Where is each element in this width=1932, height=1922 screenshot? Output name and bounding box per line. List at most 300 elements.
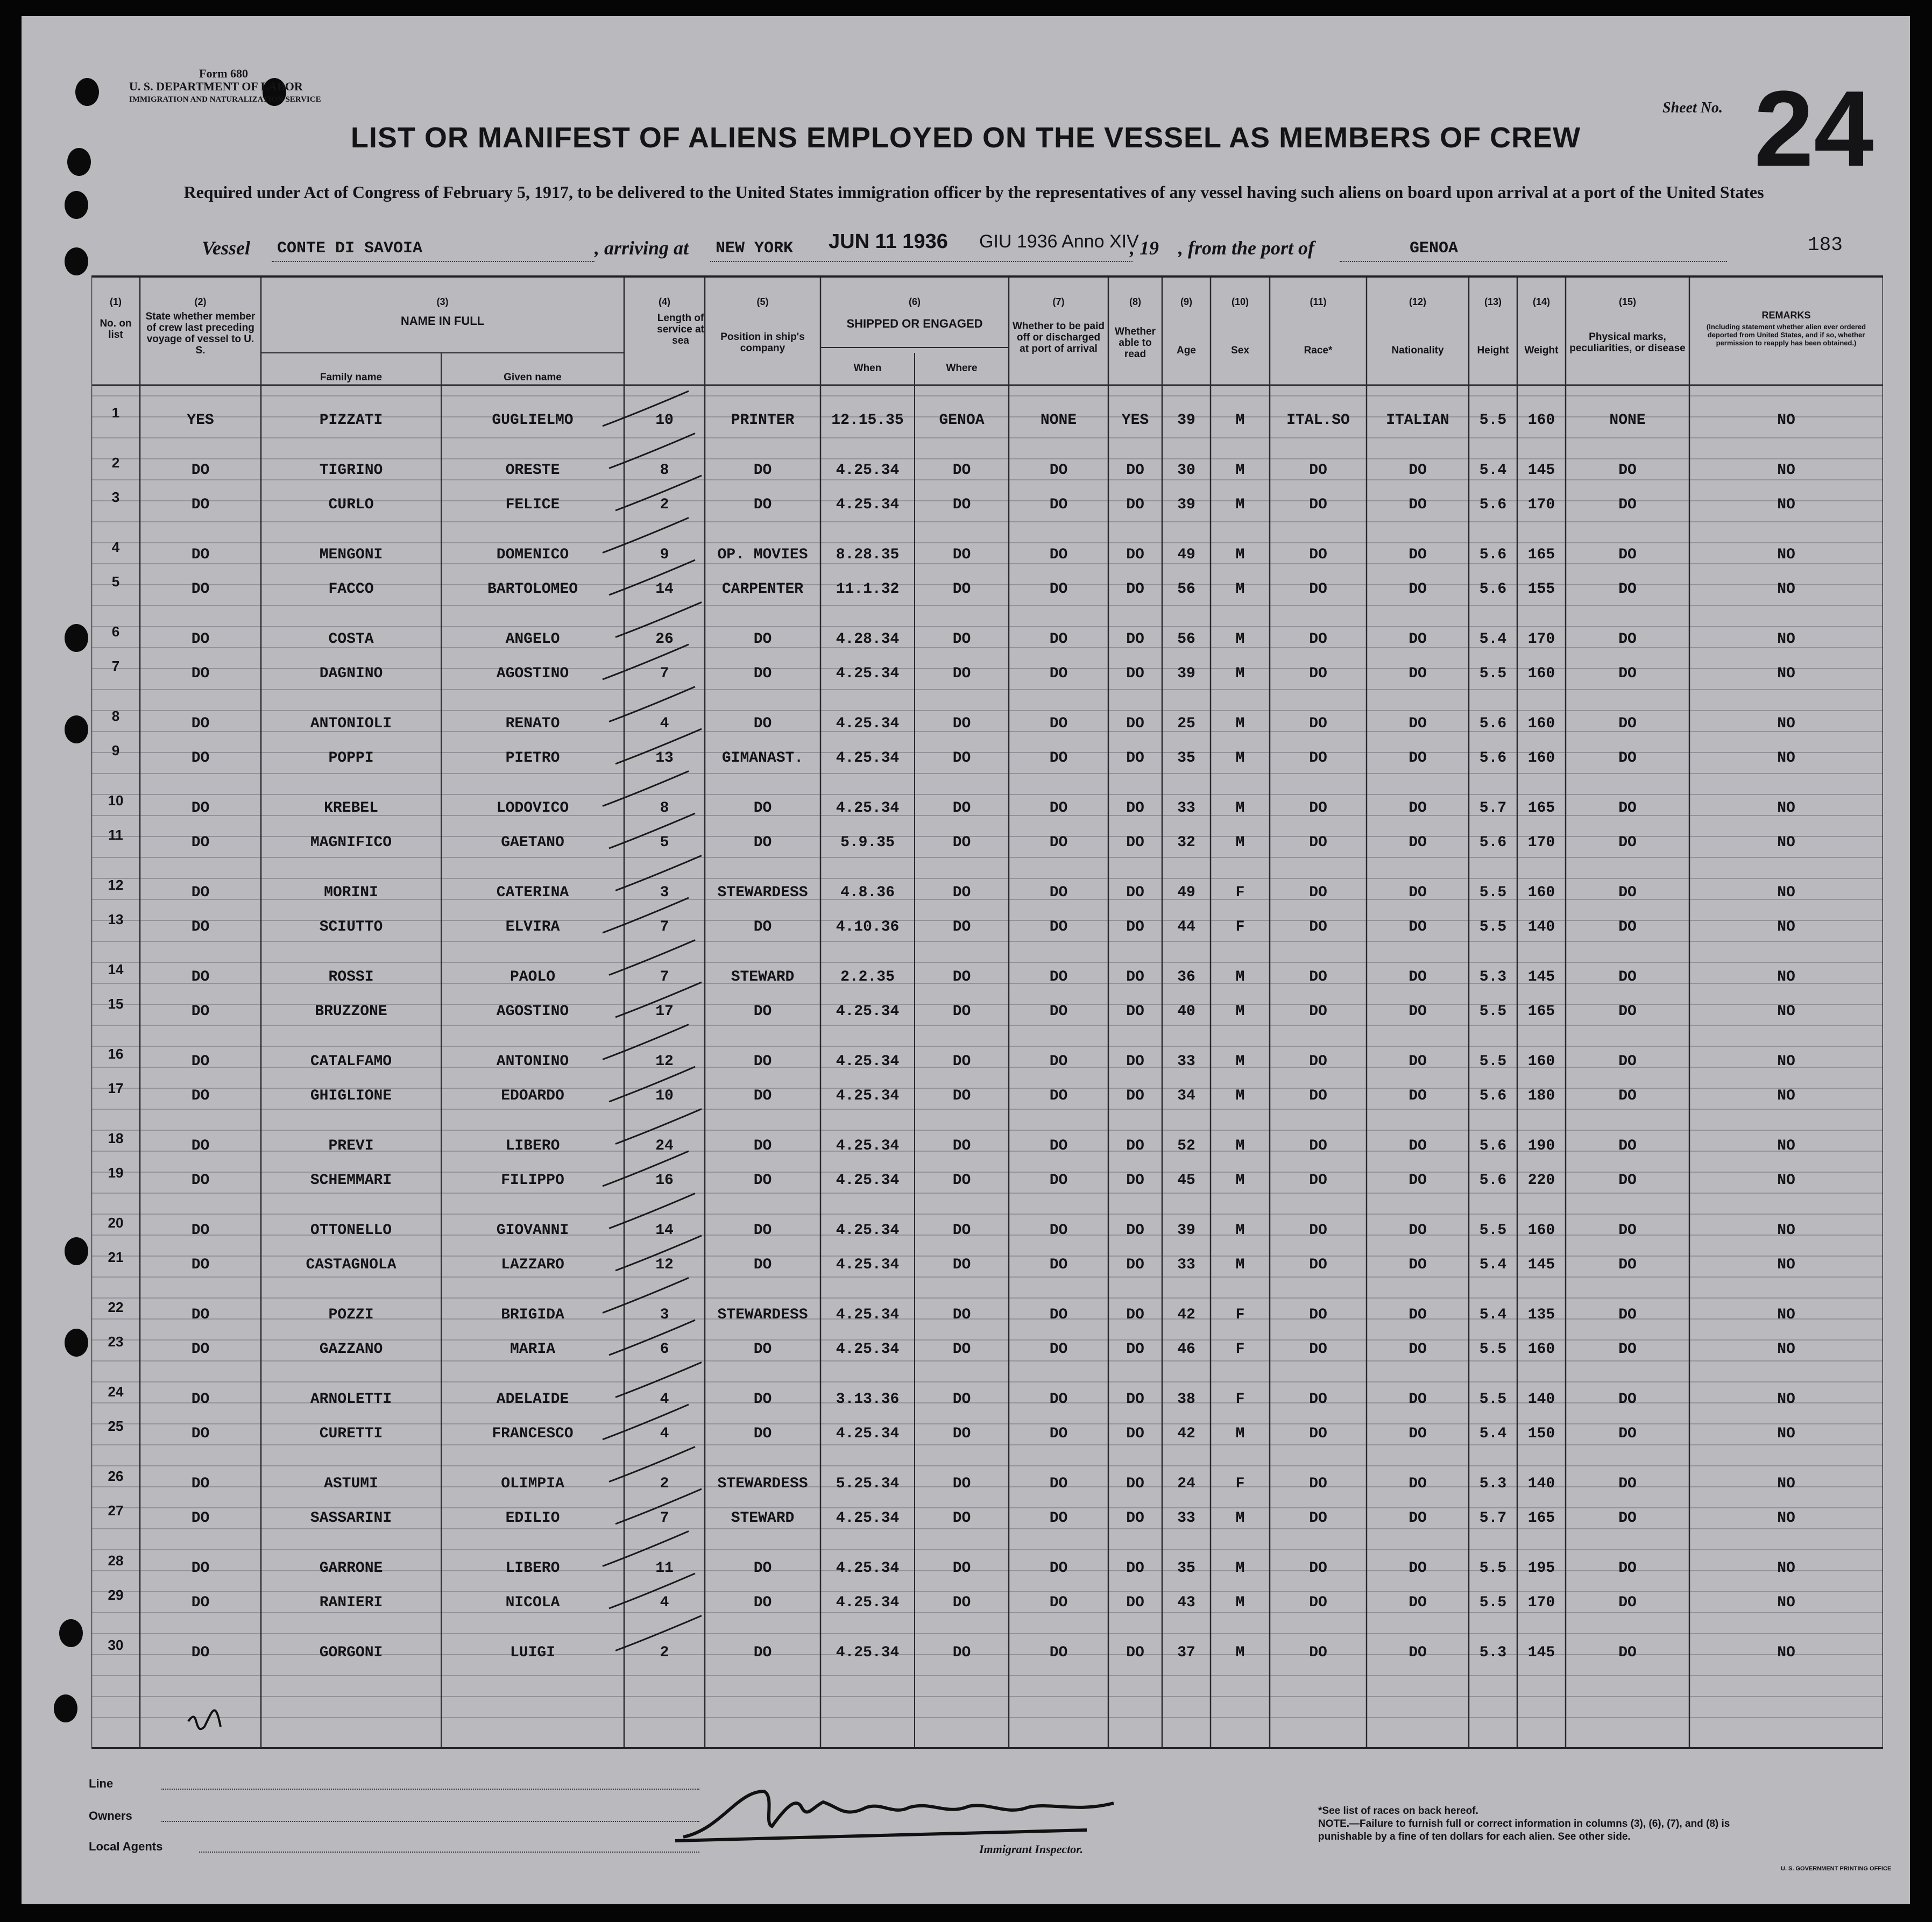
race-cell: DO — [1309, 546, 1327, 563]
nationality-cell: DO — [1409, 968, 1427, 985]
age-cell: 40 — [1177, 1003, 1195, 1020]
sheet-number: 24 — [1754, 69, 1874, 189]
physical-marks-cell: DO — [1618, 1559, 1637, 1577]
prior-voyage-cell: DO — [191, 1137, 210, 1154]
shipped-where-cell: DO — [952, 546, 971, 563]
given-name-cell: GIOVANNI — [496, 1222, 569, 1239]
given-name-cell: FRANCESCO — [492, 1425, 574, 1442]
position-cell: PRINTER — [731, 412, 795, 429]
prior-voyage-cell: DO — [191, 1341, 210, 1358]
nationality-cell: DO — [1409, 799, 1427, 817]
family-name-cell: DAGNINO — [319, 665, 383, 682]
header-shipped-or-engaged: SHIPPED OR ENGAGED — [846, 317, 983, 330]
sex-cell: M — [1235, 1053, 1245, 1070]
row-number: 21 — [108, 1249, 124, 1265]
age-cell: 38 — [1177, 1391, 1195, 1408]
shipped-where-cell: DO — [952, 1257, 971, 1273]
paid-off-cell: DO — [1049, 1306, 1068, 1323]
shipped-when-cell: 4.28.34 — [836, 630, 900, 648]
race-cell: DO — [1309, 630, 1327, 648]
given-name-cell: LODOVICO — [496, 799, 569, 817]
height-cell: 5.5 — [1479, 1594, 1507, 1611]
length-of-service-cell: 2 — [660, 497, 669, 513]
manifest-sheet — [22, 16, 1910, 1904]
height-cell: 5.4 — [1479, 1306, 1507, 1323]
position-cell: DO — [753, 1644, 772, 1661]
remarks-cell: NO — [1777, 630, 1795, 648]
shipped-where-cell: DO — [952, 1510, 971, 1527]
position-cell: DO — [753, 715, 772, 732]
remarks-cell: NO — [1777, 1559, 1795, 1577]
row-number: 25 — [108, 1418, 124, 1434]
length-of-service-cell: 7 — [660, 968, 669, 985]
requirement-text: Required under Act of Congress of February 5, 1917, to be delivered to the United States immigration officer by the representatives of any vessel having such aliens on board upon arrival at a port of the United States — [183, 182, 1764, 202]
shipped-when-cell: 4.10.36 — [836, 919, 900, 935]
header-where: Where — [946, 363, 978, 374]
family-name-cell: ARNOLETTI — [310, 1391, 392, 1408]
column-number: (15) — [1618, 296, 1636, 307]
prior-voyage-cell: DO — [191, 1088, 210, 1104]
able-to-read-cell: DO — [1126, 1257, 1144, 1273]
able-to-read-cell: DO — [1126, 1425, 1144, 1442]
race-cell: DO — [1309, 1306, 1327, 1323]
position-cell: DO — [753, 1003, 772, 1020]
column-number: (6) — [909, 296, 921, 307]
height-cell: 5.6 — [1479, 497, 1507, 513]
height-cell: 5.5 — [1479, 919, 1507, 935]
row-number: 8 — [111, 707, 120, 724]
shipped-where-cell: DO — [952, 1341, 971, 1358]
age-cell: 33 — [1177, 799, 1195, 817]
owners-label: Owners — [89, 1809, 132, 1822]
paid-off-cell: DO — [1049, 546, 1068, 563]
family-name-cell: CASTAGNOLA — [306, 1257, 397, 1273]
age-cell: 33 — [1177, 1257, 1195, 1273]
able-to-read-cell: DO — [1126, 1003, 1144, 1020]
position-cell: DO — [753, 665, 772, 682]
remarks-cell: NO — [1777, 834, 1795, 851]
family-name-cell: RANIERI — [319, 1594, 383, 1611]
family-name-cell: GORGONI — [319, 1644, 383, 1661]
position-cell: STEWARDESS — [717, 884, 808, 901]
able-to-read-cell: DO — [1126, 750, 1144, 767]
header-name-in-full: NAME IN FULL — [400, 314, 485, 328]
weight-cell: 160 — [1527, 665, 1555, 682]
race-cell: DO — [1309, 1257, 1327, 1273]
race-cell: DO — [1309, 1559, 1327, 1577]
position-cell: OP. MOVIES — [717, 546, 808, 563]
page-reference: 183 — [1808, 234, 1843, 256]
remarks-cell: NO — [1777, 919, 1795, 935]
header-physical-marks: Physical marks, peculiarities, or disease — [1569, 331, 1686, 354]
physical-marks-cell: DO — [1618, 1088, 1637, 1104]
prior-voyage-cell: DO — [191, 715, 210, 732]
physical-marks-cell: DO — [1618, 497, 1637, 513]
column-number: (7) — [1052, 296, 1065, 307]
header-weight: Weight — [1524, 345, 1559, 356]
shipped-when-cell: 4.25.34 — [836, 1644, 900, 1661]
sex-cell: M — [1235, 1137, 1245, 1154]
line-label: Line — [89, 1777, 114, 1790]
nationality-cell: DO — [1409, 750, 1427, 767]
physical-marks-cell: DO — [1618, 1053, 1637, 1070]
shipped-when-cell: 4.25.34 — [836, 750, 900, 767]
vessel-name: CONTE DI SAVOIA — [277, 239, 423, 258]
physical-marks-cell: DO — [1618, 1222, 1637, 1239]
shipped-when-cell: 4.25.34 — [836, 1003, 900, 1020]
family-name-cell: PIZZATI — [319, 412, 383, 429]
paid-off-cell: DO — [1049, 665, 1068, 682]
given-name-cell: FELICE — [505, 497, 560, 513]
prior-voyage-cell: DO — [191, 799, 210, 817]
weight-cell: 220 — [1527, 1172, 1555, 1189]
prior-voyage-cell: DO — [191, 1391, 210, 1408]
prior-voyage-cell: DO — [191, 968, 210, 985]
length-of-service-cell: 10 — [655, 1088, 674, 1104]
remarks-cell: NO — [1777, 750, 1795, 767]
remarks-cell: NO — [1777, 799, 1795, 817]
row-number: 13 — [108, 911, 124, 927]
age-cell: 39 — [1177, 412, 1195, 429]
crew-table — [91, 275, 1883, 1749]
header-race: Race* — [1304, 345, 1333, 356]
height-cell: 5.7 — [1479, 1510, 1507, 1527]
race-cell: DO — [1309, 1644, 1327, 1661]
sex-cell: M — [1235, 1594, 1245, 1611]
arrival-date-stamp: JUN 11 1936 — [829, 230, 948, 253]
shipped-where-cell: DO — [952, 462, 971, 479]
from-port: GENOA — [1410, 239, 1459, 258]
age-cell: 32 — [1177, 834, 1195, 851]
sex-cell: M — [1235, 750, 1245, 767]
height-cell: 5.4 — [1479, 1257, 1507, 1273]
given-name-cell: CATERINA — [496, 884, 569, 901]
form-number: Form 680 U. S. DEPARTMENT OF LABOR IMMIGRATION AND NATURALIZATION SERVICE — [129, 67, 321, 104]
length-of-service-cell: 8 — [660, 799, 669, 817]
family-name-cell: CURETTI — [319, 1425, 383, 1442]
paid-off-cell: DO — [1049, 1391, 1068, 1408]
able-to-read-cell: DO — [1126, 1137, 1144, 1154]
shipped-when-cell: 3.13.36 — [836, 1391, 900, 1408]
able-to-read-cell: DO — [1126, 1172, 1144, 1189]
height-cell: 5.3 — [1479, 1475, 1507, 1492]
race-cell: DO — [1309, 665, 1327, 682]
remarks-cell: NO — [1777, 1425, 1795, 1442]
physical-marks-cell: DO — [1618, 750, 1637, 767]
able-to-read-cell: DO — [1126, 1510, 1144, 1527]
paid-off-cell: DO — [1049, 1644, 1068, 1661]
row-number: 20 — [108, 1214, 124, 1231]
prior-voyage-cell: DO — [191, 1594, 210, 1611]
column-number: (8) — [1129, 296, 1141, 307]
remarks-cell: NO — [1777, 1003, 1795, 1020]
header-height: Height — [1477, 345, 1509, 356]
punch-hole — [65, 715, 88, 743]
shipped-where-cell: GENOA — [939, 412, 985, 429]
shipped-when-cell: 4.25.34 — [836, 1510, 900, 1527]
printer-imprint: U. S. GOVERNMENT PRINTING OFFICE — [1781, 1866, 1892, 1872]
prior-voyage-cell: DO — [191, 665, 210, 682]
paid-off-cell: DO — [1049, 1222, 1068, 1239]
row-number: 14 — [108, 961, 124, 977]
prior-voyage-cell: DO — [191, 1510, 210, 1527]
arriving-port: NEW YORK — [716, 239, 794, 258]
remarks-cell: NO — [1777, 497, 1795, 513]
shipped-where-cell: DO — [952, 665, 971, 682]
family-name-cell: MAGNIFICO — [310, 834, 392, 851]
sex-cell: M — [1235, 1559, 1245, 1577]
length-of-service-cell: 4 — [660, 1391, 669, 1408]
weight-cell: 160 — [1527, 1222, 1555, 1239]
family-name-cell: SCIUTTO — [319, 919, 383, 935]
length-of-service-cell: 7 — [660, 919, 669, 935]
length-of-service-cell: 2 — [660, 1475, 669, 1492]
row-number: 23 — [108, 1334, 124, 1350]
height-cell: 5.6 — [1479, 715, 1507, 732]
nationality-cell: DO — [1409, 1425, 1427, 1442]
race-cell: DO — [1309, 497, 1327, 513]
paid-off-cell: DO — [1049, 1053, 1068, 1070]
height-cell: 5.4 — [1479, 462, 1507, 479]
race-cell: DO — [1309, 1222, 1327, 1239]
sex-cell: F — [1235, 1391, 1245, 1408]
row-number: 29 — [108, 1587, 124, 1603]
position-cell: DO — [753, 1172, 772, 1189]
weight-cell: 140 — [1527, 1475, 1555, 1492]
nationality-cell: DO — [1409, 1172, 1427, 1189]
weight-cell: 165 — [1527, 546, 1555, 563]
given-name-cell: EDILIO — [505, 1510, 560, 1527]
age-cell: 37 — [1177, 1644, 1195, 1661]
punch-hole — [65, 624, 88, 652]
length-of-service-cell: 7 — [660, 1510, 669, 1527]
race-cell: DO — [1309, 1510, 1327, 1527]
remarks-cell: NO — [1777, 665, 1795, 682]
physical-marks-cell: DO — [1618, 665, 1637, 682]
remarks-cell: NO — [1777, 1341, 1795, 1358]
able-to-read-cell: DO — [1126, 1306, 1144, 1323]
paid-off-cell: DO — [1049, 919, 1068, 935]
sex-cell: M — [1235, 581, 1245, 598]
given-name-cell: LUIGI — [509, 1644, 555, 1661]
position-cell: STEWARDESS — [717, 1475, 808, 1492]
age-cell: 56 — [1177, 581, 1195, 598]
weight-cell: 170 — [1527, 834, 1555, 851]
length-of-service-cell: 4 — [660, 1425, 669, 1442]
weight-cell: 150 — [1527, 1425, 1555, 1442]
weight-cell: 190 — [1527, 1137, 1555, 1154]
year-label: , 19 — [1130, 237, 1159, 259]
prior-voyage-cell: DO — [191, 497, 210, 513]
age-cell: 49 — [1177, 546, 1195, 563]
paid-off-cell: DO — [1049, 1003, 1068, 1020]
given-name-cell: NICOLA — [505, 1594, 560, 1611]
nationality-cell: DO — [1409, 1475, 1427, 1492]
sex-cell: M — [1235, 1222, 1245, 1239]
weight-cell: 140 — [1527, 919, 1555, 935]
paid-off-cell: DO — [1049, 1088, 1068, 1104]
able-to-read-cell: DO — [1126, 1391, 1144, 1408]
paid-off-cell: DO — [1049, 884, 1068, 901]
shipped-where-cell: DO — [952, 1053, 971, 1070]
remarks-cell: NO — [1777, 968, 1795, 985]
race-cell: DO — [1309, 462, 1327, 479]
row-number: 17 — [108, 1080, 124, 1096]
header-no-on-list: No. on list — [100, 318, 132, 341]
age-cell: 35 — [1177, 1559, 1195, 1577]
given-name-cell: ADELAIDE — [496, 1391, 569, 1408]
paid-off-cell: DO — [1049, 834, 1068, 851]
nationality-cell: DO — [1409, 1053, 1427, 1070]
shipped-where-cell: DO — [952, 581, 971, 598]
height-cell: 5.6 — [1479, 750, 1507, 767]
physical-marks-cell: DO — [1618, 1475, 1637, 1492]
physical-marks-cell: DO — [1618, 1341, 1637, 1358]
row-number: 1 — [111, 405, 120, 421]
prior-voyage-cell: DO — [191, 1644, 210, 1661]
given-name-cell: FILIPPO — [501, 1172, 564, 1189]
prior-voyage-cell: DO — [191, 1306, 210, 1323]
prior-voyage-cell: DO — [191, 1172, 210, 1189]
race-cell: DO — [1309, 1425, 1327, 1442]
paid-off-cell: DO — [1049, 1257, 1068, 1273]
age-cell: 30 — [1177, 462, 1195, 479]
paid-off-cell: DO — [1049, 715, 1068, 732]
weight-cell: 160 — [1527, 750, 1555, 767]
punch-hole — [65, 1237, 88, 1265]
shipped-when-cell: 4.25.34 — [836, 1306, 900, 1323]
able-to-read-cell: DO — [1126, 546, 1144, 563]
sex-cell: M — [1235, 462, 1245, 479]
given-name-cell: OLIMPIA — [501, 1475, 564, 1492]
nationality-cell: DO — [1409, 1341, 1427, 1358]
paid-off-cell: DO — [1049, 462, 1068, 479]
age-cell: 45 — [1177, 1172, 1195, 1189]
race-cell: DO — [1309, 1003, 1327, 1020]
remarks-cell: NO — [1777, 1475, 1795, 1492]
shipped-where-cell: DO — [952, 799, 971, 817]
race-cell: DO — [1309, 1594, 1327, 1611]
sex-cell: M — [1235, 412, 1245, 429]
race-cell: DO — [1309, 715, 1327, 732]
nationality-cell: DO — [1409, 1644, 1427, 1661]
column-number: (13) — [1484, 296, 1502, 307]
shipped-when-cell: 4.25.34 — [836, 1137, 900, 1154]
able-to-read-cell: DO — [1126, 581, 1144, 598]
race-cell: DO — [1309, 1172, 1327, 1189]
prior-voyage-cell: DO — [191, 884, 210, 901]
physical-marks-cell: DO — [1618, 1594, 1637, 1611]
weight-cell: 170 — [1527, 630, 1555, 648]
length-of-service-cell: 13 — [655, 750, 674, 767]
given-name-cell: GAETANO — [501, 834, 564, 851]
physical-marks-cell: DO — [1618, 1137, 1637, 1154]
age-cell: 25 — [1177, 715, 1195, 732]
height-cell: 5.5 — [1479, 1391, 1507, 1408]
shipped-when-cell: 4.8.36 — [840, 884, 895, 901]
age-cell: 42 — [1177, 1425, 1195, 1442]
physical-marks-cell: DO — [1618, 1425, 1637, 1442]
column-number: (10) — [1231, 296, 1249, 307]
race-cell: DO — [1309, 1391, 1327, 1408]
paid-off-cell: NONE — [1040, 412, 1077, 429]
column-number: (3) — [436, 296, 449, 307]
height-cell: 5.5 — [1479, 884, 1507, 901]
shipped-when-cell: 11.1.32 — [836, 581, 900, 598]
weight-cell: 165 — [1527, 1510, 1555, 1527]
sex-cell: M — [1235, 1088, 1245, 1104]
shipped-where-cell: DO — [952, 919, 971, 935]
given-name-cell: LIBERO — [505, 1559, 560, 1577]
height-cell: 5.4 — [1479, 630, 1507, 648]
row-number: 3 — [111, 489, 120, 505]
remarks-cell: NO — [1777, 1644, 1795, 1661]
shipped-where-cell: DO — [952, 1137, 971, 1154]
race-cell: DO — [1309, 581, 1327, 598]
shipped-when-cell: 12.15.35 — [831, 412, 904, 429]
shipped-when-cell: 4.25.34 — [836, 1088, 900, 1104]
shipped-where-cell: DO — [952, 968, 971, 985]
punch-hole — [65, 1329, 88, 1357]
weight-cell: 170 — [1527, 497, 1555, 513]
position-cell: DO — [753, 1137, 772, 1154]
row-number: 11 — [108, 827, 123, 843]
length-of-service-cell: 24 — [655, 1137, 674, 1154]
age-cell: 49 — [1177, 884, 1195, 901]
weight-cell: 160 — [1527, 715, 1555, 732]
given-name-cell: AGOSTINO — [496, 665, 569, 682]
race-cell: DO — [1309, 1088, 1327, 1104]
paid-off-cell: DO — [1049, 497, 1068, 513]
family-name-cell: GAZZANO — [319, 1341, 383, 1358]
given-name-cell: LIBERO — [505, 1137, 560, 1154]
weight-cell: 145 — [1527, 1257, 1555, 1273]
race-cell: DO — [1309, 1137, 1327, 1154]
position-cell: CARPENTER — [721, 581, 804, 598]
remarks-cell: NO — [1777, 1053, 1795, 1070]
position-cell: DO — [753, 834, 772, 851]
header-family-name: Family name — [320, 372, 383, 383]
given-name-cell: PAOLO — [509, 968, 555, 985]
length-of-service-cell: 9 — [660, 546, 669, 563]
sex-cell: F — [1235, 884, 1245, 901]
age-cell: 43 — [1177, 1594, 1195, 1611]
remarks-cell: NO — [1777, 546, 1795, 563]
physical-marks-cell: DO — [1618, 546, 1637, 563]
row-number: 22 — [108, 1299, 124, 1315]
shipped-where-cell: DO — [952, 1594, 971, 1611]
height-cell: 5.5 — [1479, 1003, 1507, 1020]
able-to-read-cell: YES — [1121, 412, 1149, 429]
sex-cell: M — [1235, 968, 1245, 985]
prior-voyage-cell: DO — [191, 1053, 210, 1070]
prior-voyage-cell: DO — [191, 834, 210, 851]
row-number: 27 — [108, 1502, 124, 1519]
age-cell: 33 — [1177, 1053, 1195, 1070]
family-name-cell: ANTONIOLI — [310, 715, 392, 732]
position-cell: DO — [753, 1594, 772, 1611]
given-name-cell: ANTONINO — [496, 1053, 569, 1070]
paid-off-cell: DO — [1049, 1425, 1068, 1442]
paid-off-cell: DO — [1049, 1172, 1068, 1189]
prior-voyage-cell: DO — [191, 750, 210, 767]
age-cell: 39 — [1177, 665, 1195, 682]
nationality-cell: DO — [1409, 665, 1427, 682]
sex-cell: M — [1235, 1510, 1245, 1527]
column-number: (14) — [1532, 296, 1550, 307]
length-of-service-cell: 14 — [655, 1222, 674, 1239]
position-cell: DO — [753, 1088, 772, 1104]
